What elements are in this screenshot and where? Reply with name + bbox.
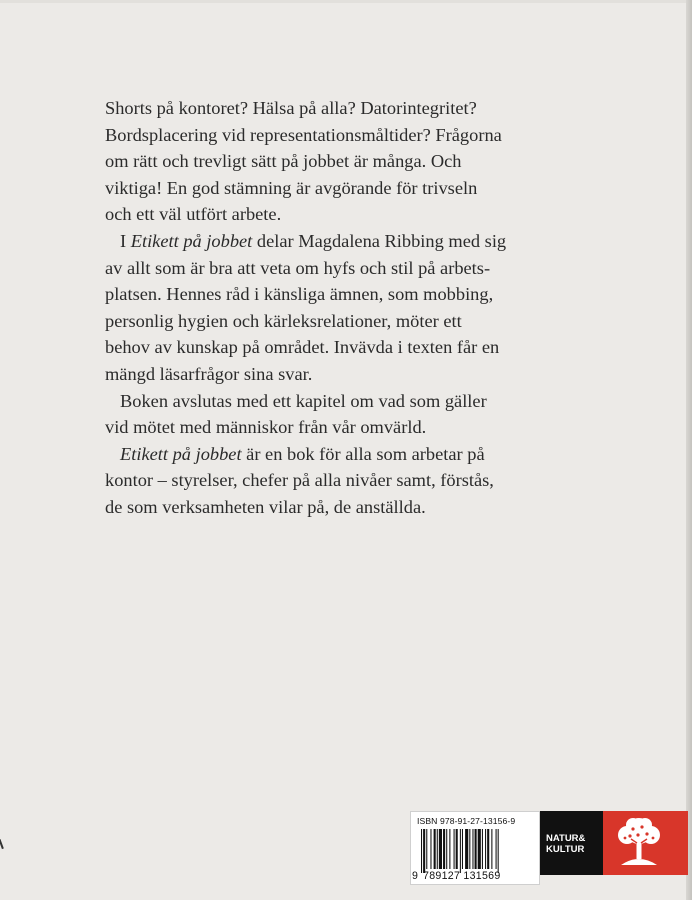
text-line: kontor – styrelser, chefer på alla nivåer samt, förstås, [105,470,494,491]
tree-icon [609,813,669,873]
paragraph-2 [105,228,600,388]
barcode-digits-rest: 789127 131569 [423,870,501,882]
paragraph-4 [105,441,600,521]
text-line: personlig hygien och kärleksrelationer, möter ett [105,310,462,331]
isbn-barcode [410,811,540,885]
text-line: Boken avslutas med ett kapitel om vad som gäller [120,390,487,411]
book-title: Etikett på jobbet [120,443,242,464]
text-line: Bordsplacering vid representationsmåltider? Frågorna [105,124,502,145]
text-line: behov av kunskap på området. Invävda i texten får en [105,337,500,358]
publisher-logo [540,811,688,875]
text-fragment: delar Magdalena Ribbing med sig [252,230,507,251]
text-line: de som verksamheten vilar på, de anställda. [105,496,426,517]
text-line: av allt som är bra att veta om hyfs och stil på arbets- [105,257,491,278]
publisher-name [546,833,601,855]
paragraph-3 [105,388,600,441]
edge-mark [0,837,9,849]
barcode-bars [421,829,533,873]
barcode-digit-first: 9 [412,870,419,882]
text-fragment: I [120,230,131,251]
text-line: platsen. Hennes råd i känsliga ämnen, som mobbing, [105,284,494,305]
book-title: Etikett på jobbet [130,230,253,251]
publisher-name-line: NATUR& [546,833,586,844]
cover-right-edge [686,0,692,900]
text-line: viktiga! En god stämning är avgörande för trivseln [105,177,478,198]
publisher-emblem-panel [603,811,688,875]
publisher-name-line: KULTUR [546,844,585,855]
text-line: Shorts på kontoret? Hälsa på alla? Datorintegritet? [105,98,477,118]
publisher-name-panel [540,811,603,875]
blurb-text [105,95,600,521]
isbn-label: ISBN 978-91-27-13156-9 [417,816,516,826]
cover-top-edge [0,0,692,3]
text-line: vid mötet med människor från vår omvärld. [105,417,427,438]
text-line: mängd läsarfrågor sina svar. [105,363,313,384]
text-line: och ett väl utfört arbete. [105,204,282,225]
paragraph-1 [105,95,600,228]
text-line: om rätt och trevligt sätt på jobbet är många. Och [105,151,462,172]
text-fragment: är en bok för alla som arbetar på [241,443,485,464]
